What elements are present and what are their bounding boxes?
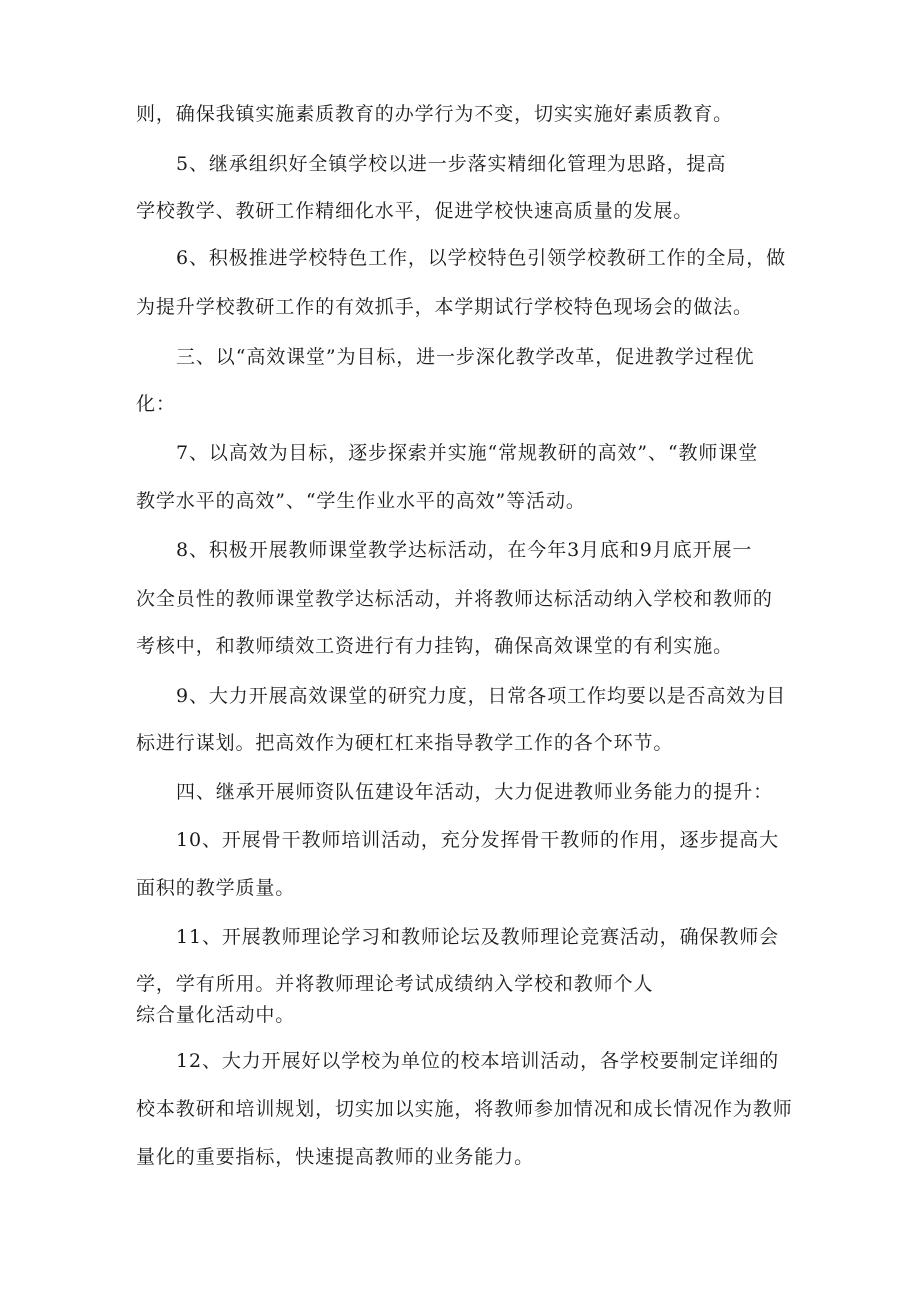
text-line: 7、以高效为目标，逐步探索并实施“常规教研的高效”、“教师课堂 bbox=[176, 442, 759, 464]
text-line: 三、以“高效课堂”为目标，进一步深化教学改革，促进教学过程优 bbox=[176, 346, 755, 368]
text-line: 标进行谋划。把高效作为硬杠杠来指导教学工作的各个环节。 bbox=[136, 732, 674, 754]
text-line: 学，学有所用。并将教师理论考试成绩纳入学校和教师个人 bbox=[136, 973, 654, 995]
text-line: 校本教研和培训规划，切实加以实施，将教师参加情况和成长情况作为教师 bbox=[136, 1098, 793, 1120]
text-line: 5、继承组织好全镇学校以进一步落实精细化管理为思路，提高 bbox=[176, 153, 727, 175]
text-line: 6、积极推进学校特色工作，以学校特色引领学校教研工作的全局，做 bbox=[176, 247, 786, 269]
text-line: 综合量化活动中。 bbox=[136, 1004, 296, 1026]
text-line: 10、开展骨干教师培训活动，充分发挥骨干教师的作用，逐步提高大 bbox=[176, 829, 780, 851]
text-line: 教学水平的高效”、“学生作业水平的高效”等活动。 bbox=[136, 490, 586, 512]
text-line: 8、积极开展教师课堂教学达标活动，在今年3月底和9月底开展一 bbox=[176, 539, 753, 561]
text-line: 11、开展教师理论学习和教师论坛及教师理论竞赛活动，确保教师会 bbox=[176, 926, 780, 948]
text-line: 为提升学校教研工作的有效抓手，本学期试行学校特色现场会的做法。 bbox=[136, 296, 753, 318]
text-line: 考核中，和教师绩效工资进行有力挂钩，确保高效课堂的有利实施。 bbox=[136, 635, 734, 657]
text-line: 面积的教学质量。 bbox=[136, 877, 296, 899]
text-line: 则，确保我镇实施素质教育的办学行为不变，切实实施好素质教育。 bbox=[136, 103, 734, 125]
text-line: 量化的重要指标，快速提高教师的业务能力。 bbox=[136, 1146, 535, 1168]
text-line: 四、继承开展师资队伍建设年活动，大力促进教师业务能力的提升： bbox=[176, 781, 774, 803]
text-line: 学校教学、教研工作精细化水平，促进学校快速高质量的发展。 bbox=[136, 200, 694, 222]
text-line: 9、大力开展高效课堂的研究力度，日常各项工作均要以是否高效为目 bbox=[176, 685, 786, 707]
text-line: 12、大力开展好以学校为单位的校本培训活动，各学校要制定详细的 bbox=[176, 1050, 780, 1072]
text-line: 化： bbox=[136, 393, 176, 415]
text-line: 次全员性的教师课堂教学达标活动，并将教师达标活动纳入学校和教师的 bbox=[136, 588, 773, 610]
